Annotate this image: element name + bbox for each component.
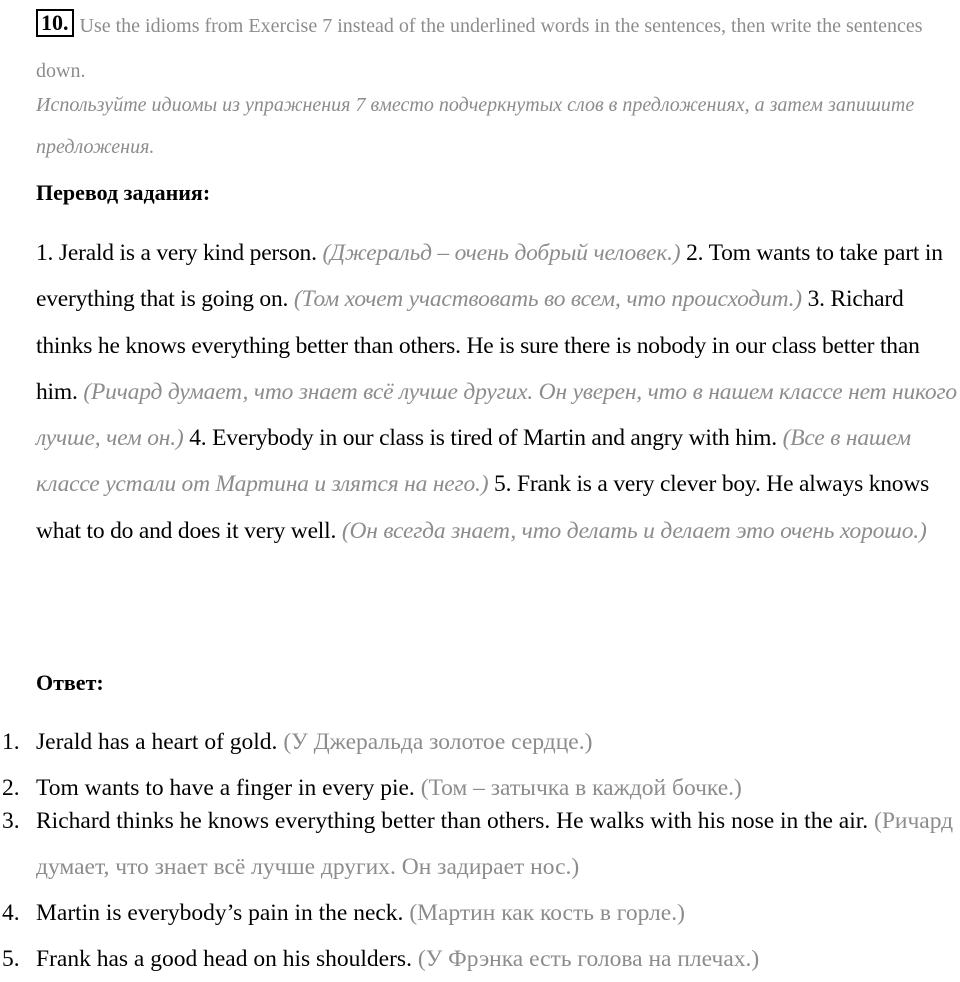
sentence-en: Everybody in our class is tired of Martin and angry with him. (212, 425, 777, 452)
sentence-ru: (Том хочет участвовать во всем, что происходит.) (293, 286, 802, 313)
answer-ru: (У Джеральда золотое сердце.) (283, 729, 593, 755)
sentence-number: 3. (807, 286, 825, 313)
sentence-number: 2. (686, 240, 704, 266)
answer-ru: (У Фрэнка есть голова на плечах.) (417, 946, 760, 972)
answer-item-4 (0, 890, 960, 936)
answer-en: Martin is everybody’s pain in the neck. (36, 900, 404, 926)
answer-number: 5. (2, 946, 20, 972)
answer-en: Tom wants to have a finger in every pie. (36, 775, 415, 801)
answer-en: Jerald has a heart of gold. (36, 729, 278, 755)
answer-ru: (Ричард думает, что знает всё лучше других. Он задирает нос.) (36, 808, 954, 880)
answer-heading: Ответ: (36, 670, 104, 695)
answer-number: 2. (2, 775, 20, 801)
answer-number: 1. (2, 729, 20, 755)
task-instruction-en (36, 4, 951, 94)
answer-ru: (Мартин как кость в горле.) (409, 900, 685, 926)
answer-item-5 (0, 936, 960, 982)
answer-ru: (Том – затычка в каждой бочке.) (420, 775, 742, 801)
answer-en: Frank has a good head on his shoulders. (36, 946, 412, 972)
answer-item-1 (0, 722, 960, 762)
translation-paragraph (36, 230, 960, 554)
answer-list (0, 722, 960, 982)
answer-en: Richard thinks he knows everything better than others. He walks with his nose in the air. (36, 808, 869, 834)
sentence-ru: (Все в нашем классе устали от Мартина и злятся на него.) (36, 425, 911, 498)
sentence-en: Tom wants to take part in everything that is going on. (36, 240, 943, 313)
exercise-number: 10. (36, 9, 74, 37)
sentence-en: Frank is a very clever boy. He always knows what to do and does it very well. (36, 471, 930, 544)
instruction-en-text: Use the idioms from Exercise 7 instead of the underlined words in the sentences, then write the sentences down. (36, 15, 923, 82)
translation-heading: Перевод задания: (36, 180, 211, 205)
sentence-en: Jerald is a very kind person. (58, 240, 317, 266)
sentence-en: Richard thinks he knows everything better than others. He is sure there is nobody in our class better than him. (36, 286, 920, 405)
answer-number: 4. (2, 900, 20, 926)
answer-number: 3. (2, 808, 20, 834)
sentence-number: 1. (36, 240, 54, 266)
sentence-ru: (Он всегда знает, что делать и делает это очень хорошо.) (341, 517, 927, 544)
sentence-number: 5. (494, 471, 512, 498)
answer-item-3 (0, 798, 960, 890)
translation-sentence-1 (36, 240, 680, 266)
sentence-ru: (Ричард думает, что знает всё лучше других. Он уверен, что в нашем классе нет никого лучше, чем он.) (36, 378, 957, 452)
sentence-number: 4. (189, 425, 207, 452)
task-instruction-ru: Используйте идиомы из упражнения 7 вместо подчеркнутых слов в предложениях, а затем запишите предложения. (36, 94, 915, 158)
sentence-ru: (Джеральд – очень добрый человек.) (322, 240, 681, 266)
